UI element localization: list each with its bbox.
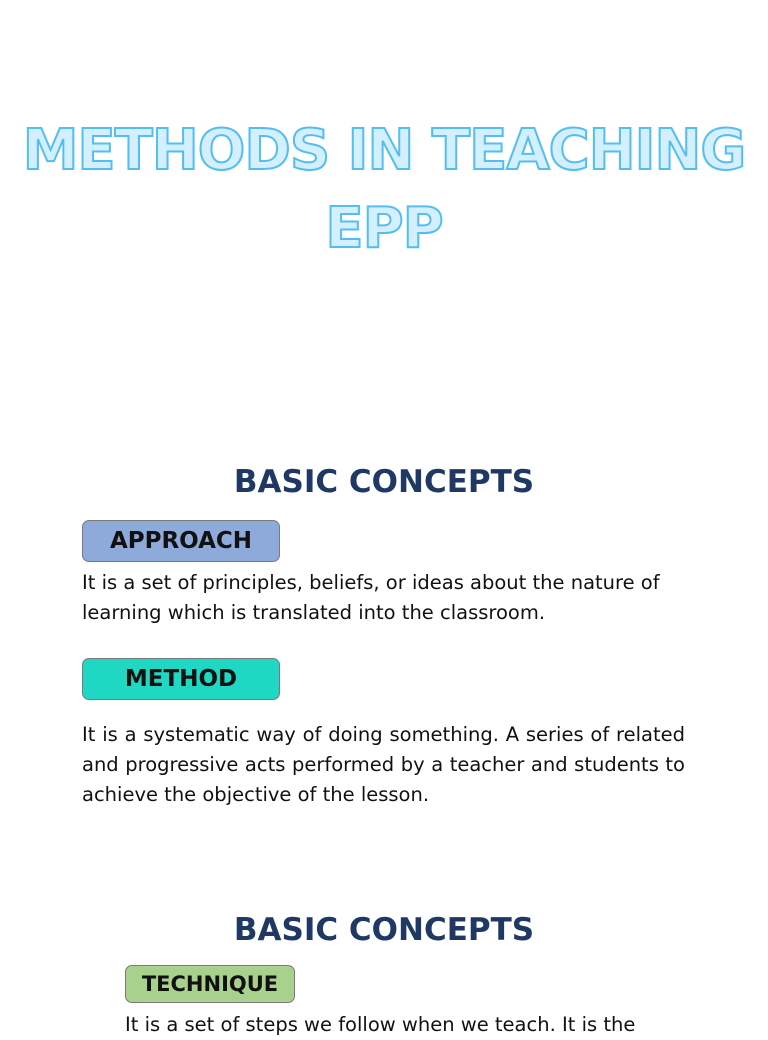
technique-badge: TECHNIQUE xyxy=(125,965,295,1003)
approach-definition: It is a set of principles, beliefs, or ideas about the nature of learning which is translated into the classroom. xyxy=(82,571,660,624)
basic-concepts-slide-2 xyxy=(0,880,768,1036)
approach-badge: APPROACH xyxy=(82,520,280,562)
technique-definition: It is a set of steps we follow when we teach. It is the xyxy=(125,1013,636,1036)
section-heading-2: BASIC CONCEPTS xyxy=(233,912,535,948)
main-title: METHODS IN TEACHING EPP xyxy=(22,118,746,261)
title-slide xyxy=(0,0,768,430)
basic-concepts-slide xyxy=(0,430,768,910)
section-heading: BASIC CONCEPTS xyxy=(233,464,535,500)
method-badge: METHOD xyxy=(82,658,280,700)
method-definition: It is a systematic way of doing something. A series of related and progressive acts performed by a teacher and students to achieve the objective of the lesson. xyxy=(82,723,685,806)
